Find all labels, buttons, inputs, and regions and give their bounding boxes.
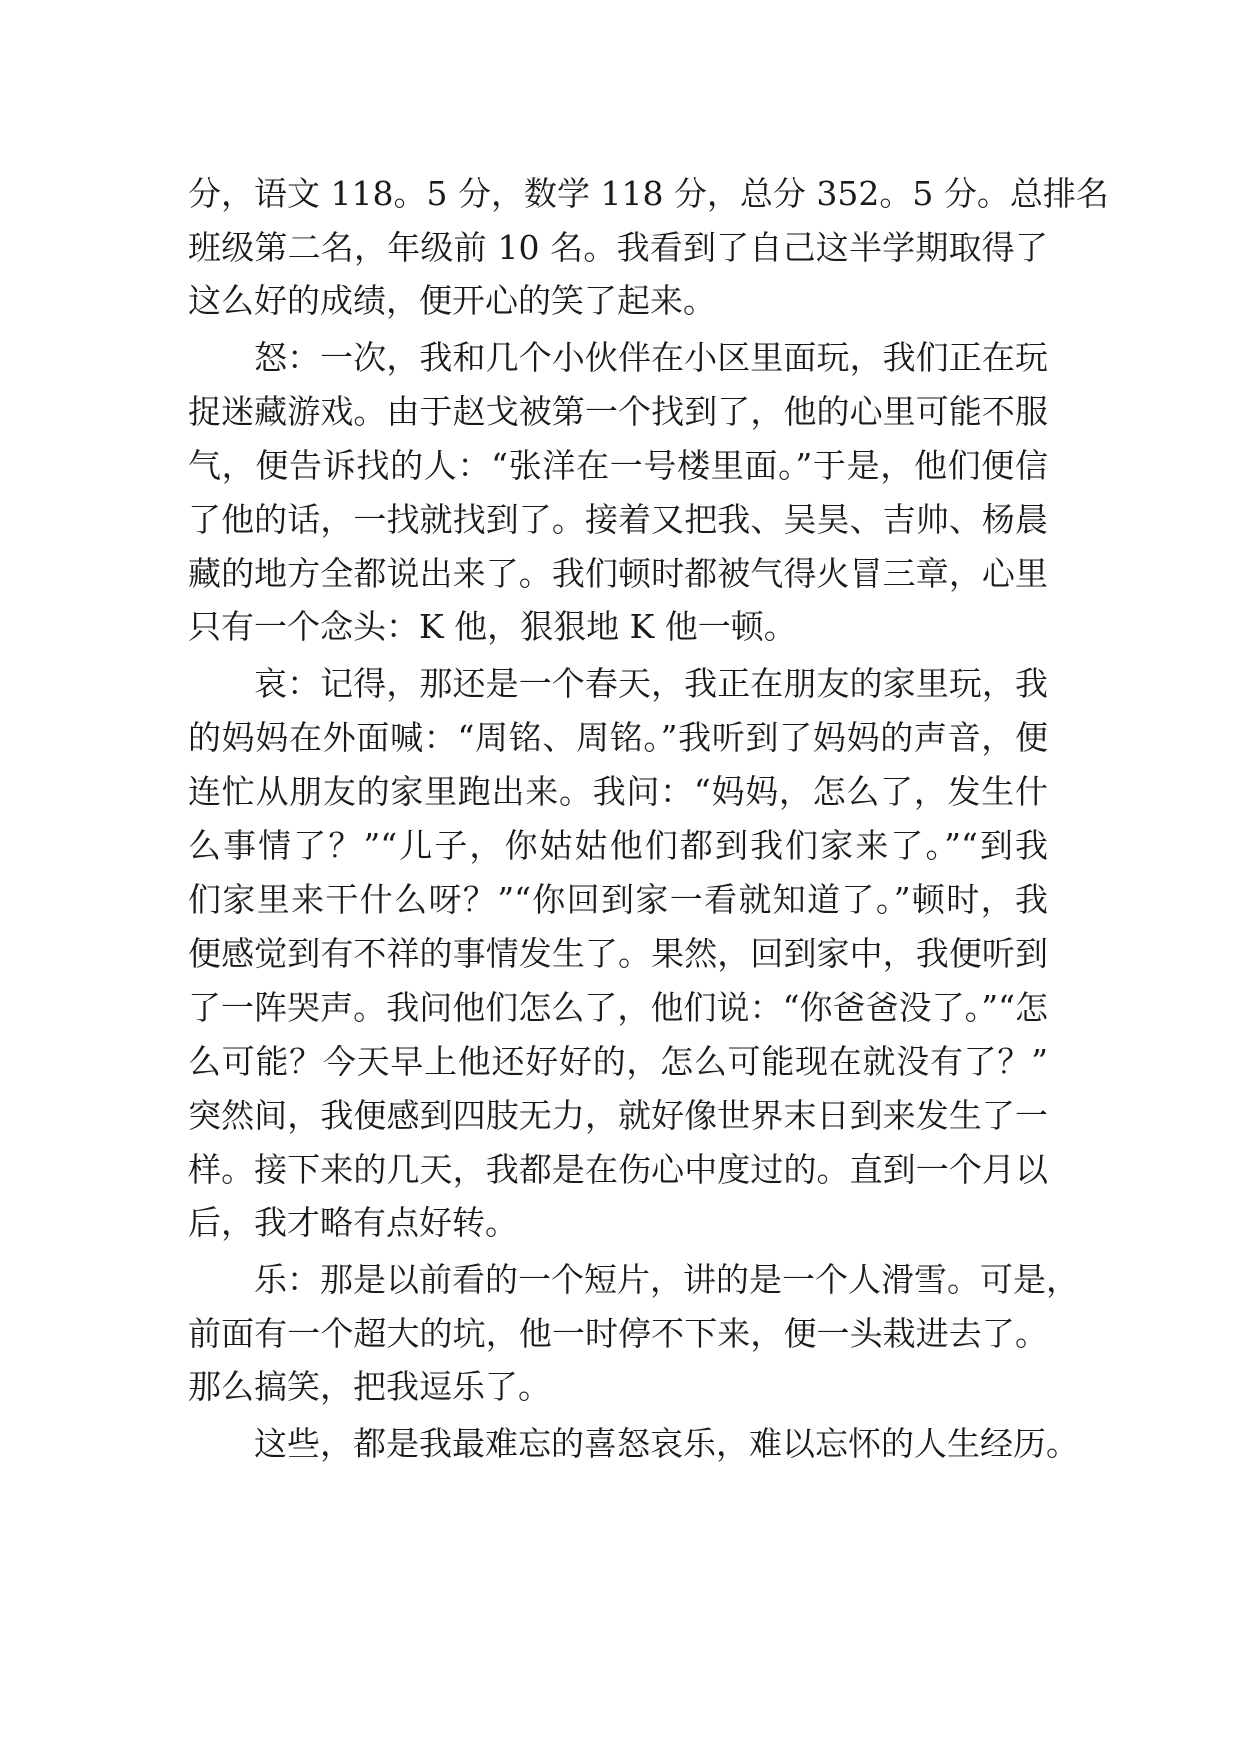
text-line: 便感觉到有不祥的事情发生了。果然，回到家中，我便听到: [188, 934, 1048, 973]
text-line: 那么搞笑，把我逗乐了。: [188, 1367, 551, 1406]
text-line: 的妈妈在外面喊：“周铭、周铭。”我听到了妈妈的声音，便: [188, 718, 1048, 757]
text-line: 这么好的成绩，便开心的笑了起来。: [188, 281, 716, 320]
text-line: 前面有一个超大的坑，他一时停不下来，便一头栽进去了。: [188, 1314, 1048, 1353]
text-line: 样。接下来的几天，我都是在伤心中度过的。直到一个月以: [188, 1150, 1048, 1189]
text-line: 后，我才略有点好转。: [188, 1203, 518, 1242]
text-line: 捉迷藏游戏。由于赵戈被第一个找到了，他的心里可能不服: [188, 392, 1048, 431]
paragraph-first-line: 怒：一次，我和几个小伙伴在小区里面玩，我们正在玩: [254, 338, 1048, 377]
text-line: 分，语文 118。5 分，数学 118 分，总分 352。5 分。总排名: [188, 174, 1109, 213]
paragraph-first-line: 哀：记得，那还是一个春天，我正在朋友的家里玩，我: [254, 664, 1048, 703]
text-line: 班级第二名，年级前 10 名。我看到了自己这半学期取得了: [188, 228, 1048, 267]
text-line: 连忙从朋友的家里跑出来。我问：“妈妈，怎么了，发生什: [188, 772, 1048, 811]
text-line: 了他的话，一找就找到了。接着又把我、吴昊、吉帅、杨晨: [188, 500, 1048, 539]
text-line: 突然间，我便感到四肢无力，就好像世界末日到来发生了一: [188, 1096, 1048, 1135]
text-line: 么事情了？”“儿子，你姑姑他们都到我们家来了。”“到我: [188, 826, 1048, 865]
text-line: 只有一个念头：K 他，狠狠地 K 他一顿。: [188, 607, 797, 646]
text-line: 藏的地方全都说出来了。我们顿时都被气得火冒三章，心里: [188, 554, 1048, 593]
text-line: 了一阵哭声。我问他们怎么了，他们说：“你爸爸没了。”“怎: [188, 988, 1048, 1027]
text-line: 么可能？今天早上他还好好的，怎么可能现在就没有了？”: [188, 1042, 1048, 1081]
paragraph-first-line: 乐：那是以前看的一个短片，讲的是一个人滑雪。可是，: [254, 1260, 1079, 1299]
paragraph-first-line: 这些，都是我最难忘的喜怒哀乐，难以忘怀的人生经历。: [254, 1424, 1079, 1463]
text-line: 们家里来干什么呀？”“你回到家一看就知道了。”顿时，我: [188, 880, 1048, 919]
text-line: 气，便告诉找的人：“张洋在一号楼里面。”于是，他们便信: [188, 446, 1048, 485]
